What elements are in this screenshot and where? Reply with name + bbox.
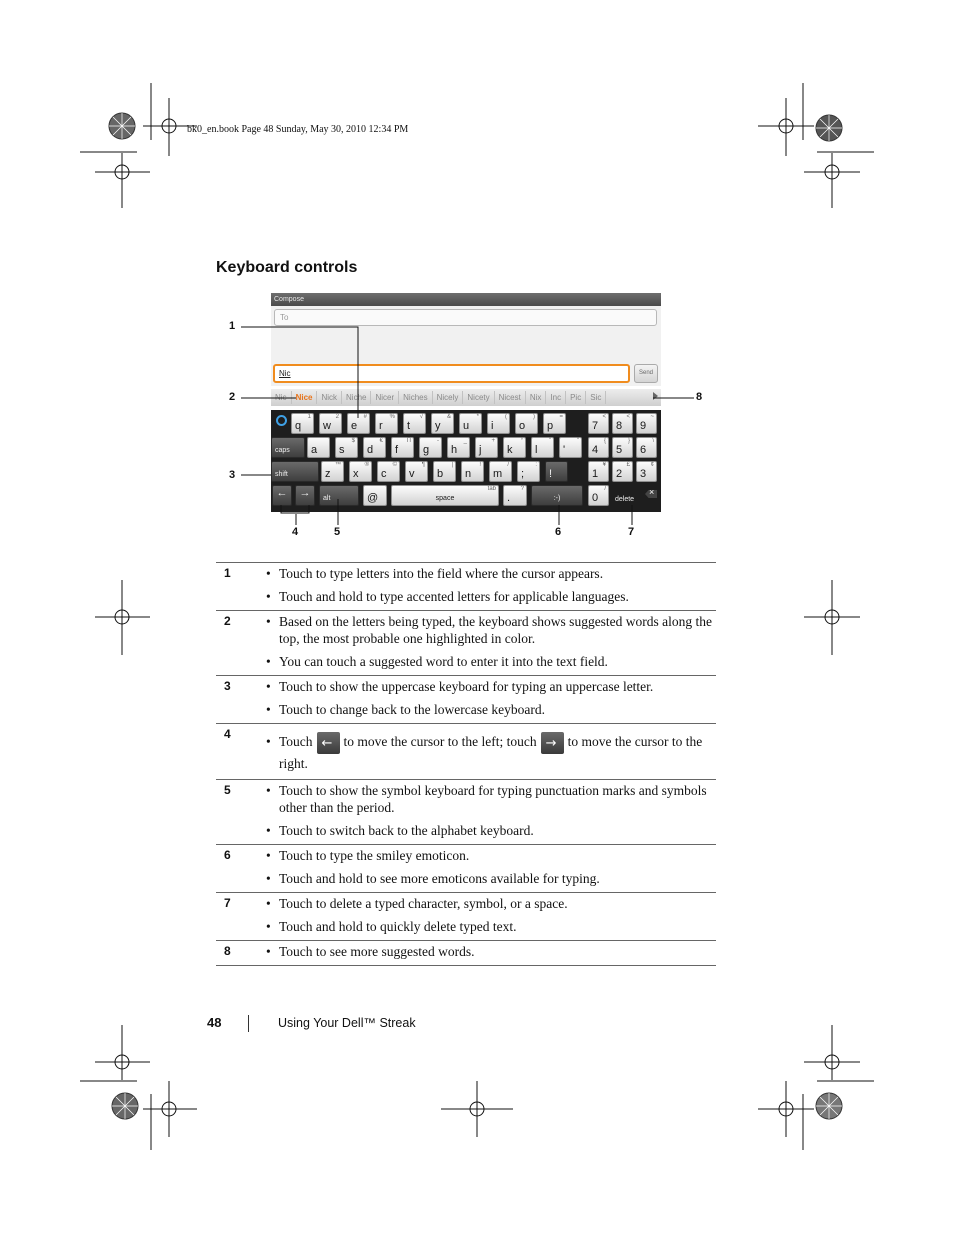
key-alt-symbol: Π — [406, 438, 411, 444]
key-alt-symbol: ? — [520, 486, 524, 492]
table-row — [216, 780, 716, 845]
key-alt-symbol: tab — [487, 486, 496, 492]
callout-1: 1 — [229, 320, 236, 332]
key-label: r — [379, 420, 383, 432]
list-item: • Touch to see more suggested words. — [250, 943, 716, 960]
callout-4: 4 — [292, 526, 299, 538]
key-label: o — [519, 420, 526, 432]
key-label: delete — [615, 496, 635, 503]
row-number: 6 — [216, 845, 250, 893]
running-title: Using Your Dell™ Streak — [278, 1016, 416, 1030]
key-alt-symbol: { — [603, 438, 606, 444]
key-alt-symbol: ( — [505, 414, 507, 420]
key-alt-symbol: } — [627, 438, 630, 444]
callout-8: 8 — [696, 391, 703, 403]
suggestion-word[interactable]: Niches — [399, 391, 432, 404]
right-arrow-icon: → — [299, 487, 311, 499]
key-label: v — [409, 468, 415, 480]
key-label: i — [491, 420, 494, 432]
list-item: • Touch to delete a typed character, symbol, or a space. — [250, 895, 716, 912]
key-label: @ — [367, 492, 379, 504]
compose-title-bar: Compose — [271, 293, 661, 306]
key-alt-symbol: | — [451, 462, 453, 468]
key-alt-symbol: _ — [463, 438, 467, 444]
key-label: z — [325, 468, 331, 480]
key-label: q — [295, 420, 302, 432]
key-alt-symbol: € — [379, 438, 383, 444]
row-number: 1 — [216, 563, 250, 611]
key-alt-symbol: # — [363, 414, 367, 420]
key-label: n — [465, 468, 472, 480]
key-alt-symbol: $ — [351, 438, 355, 444]
key-alt-symbol: ~ — [650, 414, 654, 420]
callout-6: 6 — [555, 526, 562, 538]
touch-word: Touch — [279, 734, 313, 750]
row-number: 8 — [216, 941, 250, 966]
key-label: . — [507, 492, 511, 504]
table-row — [216, 676, 716, 724]
key-alt-symbol: ° — [520, 438, 523, 444]
key-alt-symbol: / — [604, 486, 606, 492]
list-item: • Touch to change back to the lowercase keyboard. — [250, 701, 716, 718]
key-alt-symbol: ™ — [335, 462, 341, 468]
key-alt-symbol: √ — [419, 414, 423, 420]
key-label: 3 — [640, 468, 647, 480]
suggestion-word-highlighted[interactable]: Nice — [292, 391, 318, 404]
row-number: 4 — [216, 724, 250, 780]
list-item: • Touch and hold to see more emoticons available for typing. — [250, 870, 716, 887]
key-label: ' — [563, 444, 566, 456]
key-alt-symbol: 2 — [335, 414, 339, 420]
key-alt-symbol: & — [446, 414, 451, 420]
key-alt-symbol: < — [626, 414, 630, 420]
key-alt-symbol: \ — [652, 438, 654, 444]
key-label: 6 — [640, 444, 647, 456]
key-alt-symbol: < — [602, 414, 606, 420]
suggestion-word[interactable]: Pic — [566, 391, 586, 404]
key-label: alt — [323, 495, 331, 502]
table-row — [216, 611, 716, 676]
key-label: 0 — [592, 492, 599, 504]
message-text: Nic — [279, 369, 291, 378]
suggestion-word[interactable]: Nick — [317, 391, 342, 404]
key-alt-symbol: ! — [479, 462, 481, 468]
key-alt-symbol: ¥ — [602, 462, 606, 468]
to-field[interactable]: To — [274, 309, 657, 326]
suggestion-word[interactable]: Inc — [546, 391, 566, 404]
key-label: k — [507, 444, 513, 456]
keyboard-screenshot — [229, 293, 703, 538]
footer-divider — [248, 1015, 249, 1032]
key-alt-symbol: " — [576, 438, 579, 444]
key-label: 4 — [592, 444, 599, 456]
key-label: space — [435, 495, 455, 502]
suggestion-word[interactable]: Nicest — [495, 391, 526, 404]
section-heading: Keyboard controls — [216, 259, 358, 276]
list-item-mid: to move the cursor to the left; touch — [343, 734, 537, 750]
key-alt-symbol: ® — [364, 462, 369, 468]
key-label: shift — [275, 471, 288, 478]
key-label: y — [435, 420, 441, 432]
left-arrow-icon: ← — [276, 487, 288, 499]
key-label: u — [463, 420, 470, 432]
key-label: :-) — [553, 495, 561, 502]
table-row — [216, 893, 716, 941]
list-item: • Touch and hold to type accented letters for applicable languages. — [250, 588, 716, 605]
key-label: e — [351, 420, 358, 432]
key-alt-symbol: : — [535, 462, 537, 468]
key-label: l — [535, 444, 538, 456]
list-item — [250, 732, 716, 774]
key-alt-symbol: ) — [533, 414, 535, 420]
suggestion-word[interactable]: Nix — [526, 391, 547, 404]
callout-5: 5 — [334, 526, 341, 538]
suggestion-word[interactable]: Nic — [271, 391, 292, 404]
key-label: p — [547, 420, 554, 432]
key-label: 1 — [592, 468, 599, 480]
key-label: t — [407, 420, 411, 432]
left-arrow-key-icon — [317, 732, 340, 754]
list-item: • Based on the letters being typed, the keyboard shows suggested words along the top, the most probable one highlighted in color. — [250, 613, 716, 647]
list-item: • Touch to show the uppercase keyboard for typing an uppercase letter. — [250, 678, 716, 695]
key-label: 7 — [592, 420, 599, 432]
key-alt-symbol: = — [559, 414, 563, 420]
list-item: • Touch to switch back to the alphabet keyboard. — [250, 822, 716, 839]
key-label: 5 — [616, 444, 623, 456]
key-label: caps — [275, 447, 290, 454]
key-alt-symbol: " — [548, 438, 551, 444]
key-alt-symbol: ¢ — [650, 462, 654, 468]
page-number: 48 — [207, 1015, 222, 1030]
key-alt-symbol: / — [507, 462, 509, 468]
row-number: 7 — [216, 893, 250, 941]
suggestion-word[interactable]: Nicer — [371, 391, 399, 404]
list-item: • Touch to show the symbol keyboard for typing punctuation marks and symbols other than the period. — [250, 782, 716, 816]
key-label: 9 — [640, 420, 647, 432]
key-label: h — [451, 444, 458, 456]
key-label: d — [367, 444, 374, 456]
key-label: s — [339, 444, 345, 456]
key-label: f — [395, 444, 399, 456]
row-number: 2 — [216, 611, 250, 676]
table-row — [216, 724, 716, 780]
key-alt-symbol: ¶ — [421, 462, 425, 468]
list-item: • Touch to type letters into the field where the cursor appears. — [250, 565, 716, 582]
key-label: c — [381, 468, 387, 480]
table-row — [216, 845, 716, 893]
right-arrow-key-icon — [541, 732, 564, 754]
suggestion-word[interactable]: Sic — [586, 391, 606, 404]
list-item: • You can touch a suggested word to enter it into the text field. — [250, 653, 716, 670]
key-alt-symbol: © — [392, 462, 397, 468]
send-button[interactable]: Send — [634, 364, 658, 383]
list-item: • Touch and hold to quickly delete typed text. — [250, 918, 716, 935]
key-label: 2 — [616, 468, 623, 480]
key-label: j — [479, 444, 482, 456]
key-label: w — [323, 420, 331, 432]
key-alt-symbol: - — [437, 438, 439, 444]
callout-3: 3 — [229, 469, 236, 481]
key-alt-symbol: 1 — [307, 414, 311, 420]
key-alt-symbol: + — [491, 438, 495, 444]
list-item: • Touch to type the smiley emoticon. — [250, 847, 716, 864]
callout-2: 2 — [229, 391, 236, 403]
key-label: b — [437, 468, 444, 480]
suggestion-word[interactable]: Niche — [342, 391, 371, 404]
suggestion-word[interactable]: Nicety — [463, 391, 494, 404]
key-alt-symbol: * — [476, 414, 479, 420]
row-number: 5 — [216, 780, 250, 845]
suggestion-word[interactable]: Nicely — [433, 391, 464, 404]
list-item-end: to move the cursor to the right. — [279, 734, 703, 771]
key-label: x — [353, 468, 359, 480]
key-alt-symbol: % — [389, 414, 395, 420]
callout-7: 7 — [628, 526, 635, 538]
book-slug: bk0_en.book Page 48 Sunday, May 30, 2010 12:34 PM — [187, 124, 409, 135]
controls-table — [216, 562, 716, 966]
key-label: ! — [549, 468, 553, 480]
table-row — [216, 941, 716, 966]
table-row — [216, 563, 716, 611]
key-label: g — [423, 444, 430, 456]
callout-lines — [271, 293, 661, 512]
key-label: ; — [521, 468, 525, 480]
key-label: 8 — [616, 420, 623, 432]
key-alt-symbol: £ — [626, 462, 630, 468]
row-number: 3 — [216, 676, 250, 724]
key-label: a — [311, 444, 318, 456]
key-label: m — [493, 468, 503, 480]
